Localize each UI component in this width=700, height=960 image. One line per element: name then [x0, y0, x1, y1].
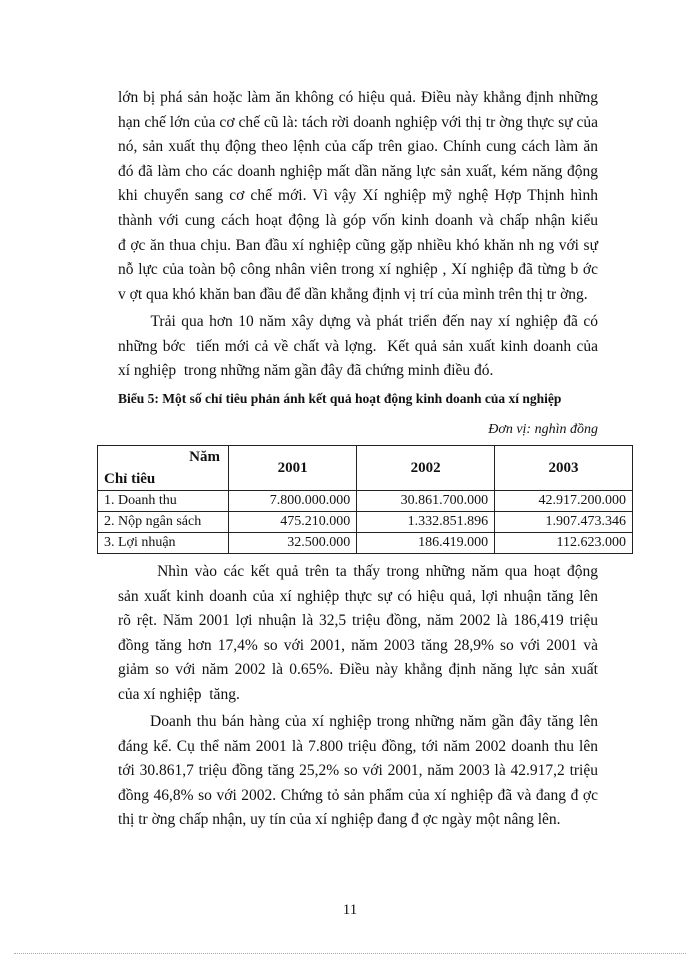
header-year-label: Năm: [189, 449, 220, 465]
paragraph-1: [118, 86, 598, 307]
unit-note: Đơn vị: nghìn đồng: [488, 422, 598, 437]
row-label: 3. Lợi nhuận: [98, 533, 229, 554]
paragraph-3: [118, 560, 598, 708]
text-line: đ ợc ăn thua chịu. Ban đầu xí nghiệp cũng gặp nhiều khó khăn nh ng với sự: [118, 236, 598, 254]
text-line: đáng kể. Cụ thể năm 2001 là 7.800 triệu đồng, tới năm 2002 doanh thu lên: [118, 737, 598, 755]
row-label: 1. Doanh thu: [98, 491, 229, 512]
row-label: 2. Nộp ngân sách: [98, 512, 229, 533]
header-year: 2003: [495, 446, 633, 491]
cell-value: 1.332.851.896: [357, 512, 495, 533]
cell-value: 42.917.200.000: [495, 491, 633, 512]
text-line: thị tr ờng chấp nhận, uy tín của xí nghiệp đang đ ợc ngày một nâng lên.: [118, 811, 561, 829]
table-row: [98, 491, 633, 512]
text-line: Nhìn vào các kết quả trên ta thấy trong những năm qua hoạt động: [118, 563, 598, 580]
table-row: [98, 533, 633, 554]
text-line: đồng 46,8% so với 2002. Chứng tỏ sản phẩm của xí nghiệp đã và đang đ ợc: [118, 786, 598, 804]
text-line: của xí nghiệp tăng.: [118, 685, 240, 703]
text-line: Doanh thu bán hàng của xí nghiệp trong những năm gần đây tăng lên: [118, 713, 598, 730]
text-line: tới 30.861,7 triệu đồng tăng 25,2% so với 2001, năm 2003 là 42.917,2 triệu: [118, 762, 598, 780]
table-header-row: [98, 446, 633, 491]
table-caption: Biểu 5: Một số chỉ tiêu phản ánh kết quả hoạt động kinh doanh của xí nghiệp: [118, 391, 562, 406]
header-year: 2002: [357, 446, 495, 491]
cell-value: 7.800.000.000: [229, 491, 357, 512]
text-line: v ợt qua khó khăn ban đầu để dần khẳng định vị trí của mình trên thị tr ờng.: [118, 285, 588, 303]
text-line: nỗ lực của toàn bộ công nhân viên trong xí nghiệp , Xí nghiệp đã từng b ớc: [118, 261, 598, 279]
text-line: Trải qua hơn 10 năm xây dựng và phát triển đến nay xí nghiệp đã có: [118, 313, 598, 330]
text-line: đồng tăng hơn 17,4% so với 2001, năm 2003 tăng 28,9% so với 2001 và: [118, 636, 598, 654]
page-bottom-divider: [14, 953, 686, 954]
text-line: sản xuất kinh doanh của xí nghiệp thực sự có hiệu quả, lợi nhuận tăng lên: [118, 587, 598, 605]
text-line: nó, sản xuất thụ động theo lệnh của cấp trên giao. Chính cung cách làm ăn: [118, 138, 598, 156]
cell-value: 30.861.700.000: [357, 491, 495, 512]
cell-value: 475.210.000: [229, 512, 357, 533]
header-year: 2001: [229, 446, 357, 491]
text-line: đó đã làm cho các doanh nghiệp mất dần năng lực sản xuất, kém năng động: [118, 162, 598, 180]
cell-value: 32.500.000: [229, 533, 357, 554]
header-indicator-label: Chỉ tiêu: [104, 471, 156, 487]
text-line: giảm so với năm 2002 là 0.65%. Điều này khẳng định năng lực sản xuất: [118, 661, 598, 679]
table-row: [98, 512, 633, 533]
text-line: lớn bị phá sản hoặc làm ăn không có hiệu quả. Điều này khẳng định những: [118, 89, 598, 106]
page-number: 11: [342, 902, 358, 918]
text-line: thành với cung cách hoạt động là góp vốn kinh doanh và chấp nhận kiểu: [118, 211, 598, 229]
text-line: khi chuyển sang cơ chế mới. Vì vậy Xí nghiệp mỹ nghệ Hợp Thịnh hình: [118, 187, 598, 205]
text-line: rõ rệt. Năm 2001 lợi nhuận là 32,5 triệu đồng, năm 2002 là 186,419 triệu: [118, 612, 598, 630]
paragraph-2: [118, 310, 598, 384]
text-line: xí nghiệp trong những năm gần đây đã chứng minh điều đó.: [118, 362, 494, 380]
text-line: hạn chế lớn của cơ chế cũ là: tách rời doanh nghiệp với thị tr ờng thực sự của: [118, 113, 598, 131]
header-corner-cell: [98, 446, 229, 491]
results-table: [97, 445, 633, 554]
cell-value: 112.623.000: [495, 533, 633, 554]
cell-value: 186.419.000: [357, 533, 495, 554]
paragraph-4: [118, 710, 598, 833]
text-line: những bớc tiến mới cả về chất và lợng. Kết quả sản xuất kinh doanh của: [118, 337, 598, 355]
cell-value: 1.907.473.346: [495, 512, 633, 533]
